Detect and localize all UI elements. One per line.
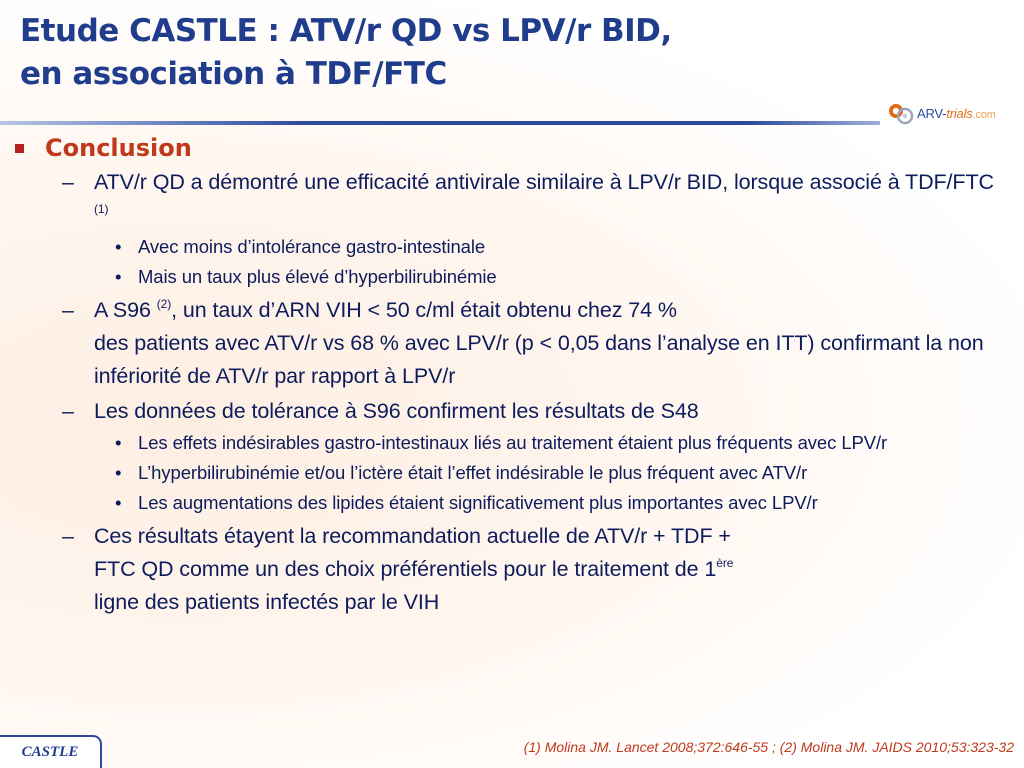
- sub-point-text: L’hyperbilirubinémie et/ou l’ictère était l’effet indésirable le plus fréquent avec ATV/r: [138, 462, 808, 483]
- sub-point: • Les effets indésirables gastro-intestinaux liés au traitement étaient plus fréquents avec LPV/r: [115, 432, 888, 453]
- point-4-line-2: FTC QD comme un des choix préférentiels pour le traitement de 1: [94, 557, 717, 581]
- sub-point: • L’hyperbilirubinémie et/ou l’ictère était l’effet indésirable le plus fréquent avec ATV/r: [115, 462, 808, 483]
- header-divider: [0, 121, 880, 125]
- section-heading-label: Conclusion: [45, 134, 192, 162]
- point-2-text-rest: des patients avec ATV/r vs 68 % avec LPV/r (p < 0,05 dans l’analyse en ITT) confirmant la non infériorité de ATV/r par rapport à LPV/r: [94, 331, 984, 388]
- arv-trials-logo: [886, 99, 1016, 127]
- point-4-line-3: ligne des patients infectés par le VIH: [94, 590, 440, 614]
- section-heading: [12, 132, 1014, 164]
- point-2-text-after: , un taux d’ARN VIH < 50 c/ml était obtenu chez 74 %: [171, 298, 677, 322]
- point-3-text: Les données de tolérance à S96 confirment les résultats de S48: [94, 399, 699, 423]
- point-2-ref: (2): [156, 297, 172, 311]
- point-4-superscript: ère: [716, 556, 734, 570]
- sub-point: • Mais un taux plus élevé d’hyperbilirubinémie: [115, 266, 497, 287]
- point-4-line-1: Ces résultats étayent la recommandation actuelle de ATV/r + TDF +: [94, 524, 731, 548]
- conclusion-point-3: – Les données de tolérance à S96 confirment les résultats de S48: [62, 399, 699, 423]
- sub-point-text: Mais un taux plus élevé d’hyperbilirubinémie: [138, 266, 497, 287]
- slide-title: [20, 10, 672, 96]
- conclusion-point-4: – Ces résultats étayent la recommandation actuelle de ATV/r + TDF + FTC QD comme un des choix préférentiels pour le traitement de 1ère ligne des patients infectés par le VIH: [62, 524, 734, 614]
- slide-content: [12, 132, 1014, 619]
- sub-point-text: Les effets indésirables gastro-intestinaux liés au traitement étaient plus fréquents avec LPV/r: [138, 432, 888, 453]
- slide-title-line-2: en association à TDF/FTC: [20, 56, 447, 92]
- sub-point: • Avec moins d’intolérance gastro-intestinale: [115, 236, 486, 257]
- point-1-text: ATV/r QD a démontré une efficacité antivirale similaire à LPV/r BID, lorsque associé à TDF/FTC: [94, 170, 994, 194]
- conclusion-point-1: – ATV/r QD a démontré une efficacité antivirale similaire à LPV/r BID, lorsque associé à TDF/FTC $^{(1)}$: [62, 170, 994, 216]
- point-2-text-start: A S96: [94, 298, 151, 322]
- sub-point: • Les augmentations des lipides étaient significativement plus importantes avec LPV/r: [115, 492, 818, 513]
- study-tab: CASTLE: [0, 735, 102, 768]
- square-bullet-icon: [15, 144, 24, 153]
- logo-wordmark: ARV-trials.com: [917, 105, 996, 121]
- sub-point-text: Les augmentations des lipides étaient significativement plus importantes avec LPV/r: [138, 492, 818, 513]
- references: (1) Molina JM. Lancet 2008;372:646-55 ; (2) Molina JM. JAIDS 2010;53:323-32: [523, 739, 1014, 755]
- conclusion-point-2: – A S96 $^{(2)}$, un taux d’ARN VIH < 50 c/ml était obtenu chez 74 % des patients avec ATV/r vs 68 % avec LPV/r (p < 0,05 dans l’analyse en ITT) confirmant la non infériorité de ATV/r par rapport à LPV/r: [62, 297, 984, 388]
- point-1-ref: (1): [94, 202, 109, 216]
- slide-title-line-1: Etude CASTLE : ATV/r QD vs LPV/r BID,: [20, 13, 672, 49]
- arv-trials-logo-icon: [886, 100, 916, 126]
- sub-point-text: Avec moins d’intolérance gastro-intestinale: [138, 236, 486, 257]
